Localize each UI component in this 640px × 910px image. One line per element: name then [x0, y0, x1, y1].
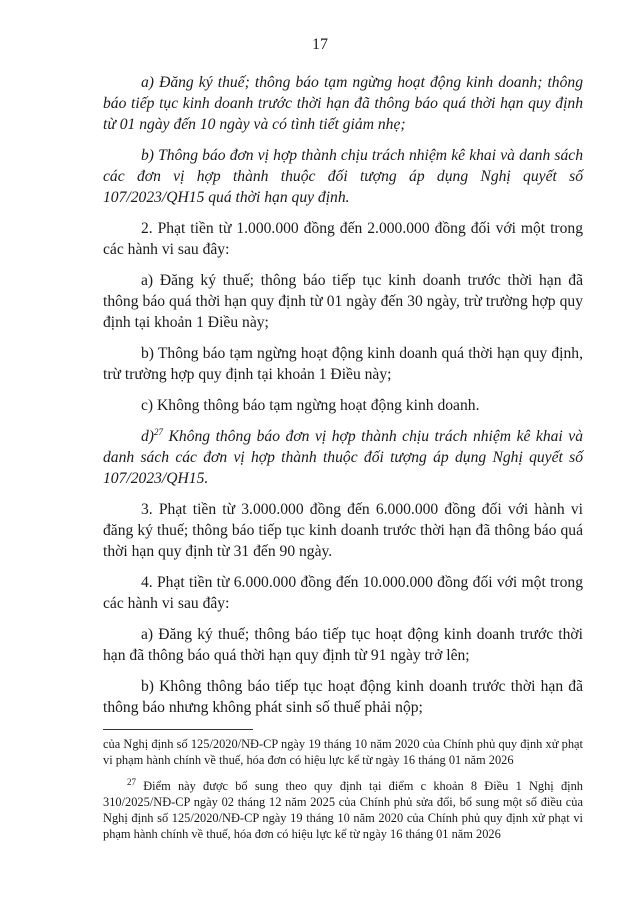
paragraph-1a: a) Đăng ký thuế; thông báo tạm ngừng hoạt động kinh doanh; thông báo tiếp tục kinh doanh trước thời hạn đã thông báo quá thời hạn quy định từ 01 ngày đến 10 ngày và có tình tiết giảm nhẹ;: [103, 74, 583, 133]
paragraph-4a: a) Đăng ký thuế; thông báo tiếp tục hoạt động kinh doanh trước thời hạn đã thông báo quá thời hạn quy định từ 91 ngày trở lên;: [103, 626, 583, 664]
paragraph-4: 4. Phạt tiền từ 6.000.000 đồng đến 10.000.000 đồng đối với một trong các hành vi sau đây:: [103, 574, 583, 612]
paragraph-2d-prefix: d): [141, 428, 154, 445]
body-text: [103, 72, 583, 728]
footnote-continuation: của Nghị định số 125/2020/NĐ-CP ngày 19 tháng 10 năm 2020 của Chính phủ quy định xử phạt vi phạm hành chính về thuế, hóa đơn có hiệu lực kể từ ngày 16 tháng 01 năm 2026: [103, 737, 583, 767]
footnote-27-marker: 27: [127, 776, 136, 787]
paragraph-3: 3. Phạt tiền từ 3.000.000 đồng đến 6.000.000 đồng đối với hành vi đăng ký thuế; thông báo tiếp tục kinh doanh trước thời hạn đã thông báo quá thời hạn quy định từ 31 đến 90 ngày.: [103, 501, 583, 560]
paragraph-2d-text: Không thông báo đơn vị hợp thành chịu trách nhiệm kê khai và danh sách các đơn vị hợp thành thuộc đối tượng áp dụng Nghị quyết số 107/2023/QH15.: [103, 428, 583, 487]
paragraph-4b: b) Không thông báo tiếp tục hoạt động kinh doanh trước thời hạn đã thông báo nhưng không phát sinh số thuế phải nộp;: [103, 678, 583, 716]
footnote-ref-27[interactable]: 27: [154, 426, 163, 437]
footnotes: [103, 736, 583, 852]
footnote-divider: [103, 729, 253, 730]
paragraph-2c: c) Không thông báo tạm ngừng hoạt động kinh doanh.: [141, 397, 480, 414]
footnote-27-text: Điểm này được bổ sung theo quy định tại điểm c khoản 8 Điều 1 Nghị định 310/2025/NĐ-CP ngày 02 tháng 12 năm 2025 của Chính phủ sửa đổi, bổ sung một số điều của Nghị định số 125/2020/NĐ-CP ngày 19 tháng 10 năm 2020 của Chính phủ quy định xử phạt vi phạm hành chính về thuế, hóa đơn có hiệu lực kể từ ngày 16 tháng 01 năm 2026: [103, 779, 583, 841]
paragraph-1b: b) Thông báo đơn vị hợp thành chịu trách nhiệm kê khai và danh sách các đơn vị hợp thành thuộc đối tượng áp dụng Nghị quyết số 107/2023/QH15 quá thời hạn quy định.: [103, 147, 583, 206]
page-number: 17: [312, 36, 328, 53]
paragraph-2a: a) Đăng ký thuế; thông báo tiếp tục kinh doanh trước thời hạn đã thông báo quá thời hạn quy định từ 01 ngày đến 30 ngày, trừ trường hợp quy định tại khoản 1 Điều này;: [103, 272, 583, 331]
paragraph-2: 2. Phạt tiền từ 1.000.000 đồng đến 2.000.000 đồng đối với một trong các hành vi sau đây:: [103, 220, 583, 258]
paragraph-2d: [103, 426, 583, 489]
paragraph-2b: b) Thông báo tạm ngừng hoạt động kinh doanh quá thời hạn quy định, trừ trường hợp quy định tại khoản 1 Điều này;: [103, 345, 583, 383]
footnote-27: [103, 778, 583, 842]
